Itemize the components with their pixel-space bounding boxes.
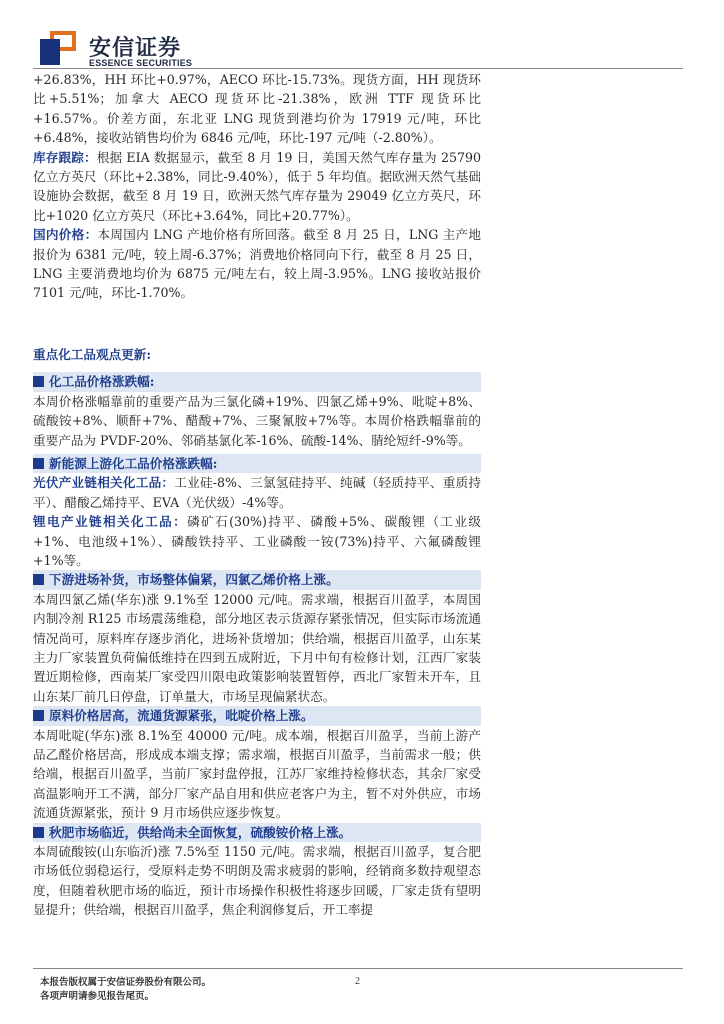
company-logo-icon bbox=[40, 31, 76, 67]
brand-name-en: ESSENCE SECURITIES bbox=[89, 58, 193, 68]
inventory-text: 根据 EIA 数据显示，截至 8 月 19 日，美国天然气库存量为 25790 亿立方英尺（环比+2.38%，同比-9.40%），低于 5 年均值。据欧洲天然气基础设施协会数据，截至 8 月 19 日，欧洲天然气库存量为 29049 亿立方英尺，环比+1020 亿立方英尺（环比+3.64%，同比+20.77%）。 bbox=[33, 149, 482, 223]
keyword-inventory: 库存跟踪： bbox=[33, 149, 97, 165]
keyword-li: 锂电产业链相关化工品： bbox=[33, 514, 188, 530]
square-bullet-icon bbox=[33, 574, 44, 585]
paragraph-inventory bbox=[33, 148, 481, 226]
square-bullet-icon bbox=[33, 827, 44, 838]
square-bullet-icon bbox=[33, 458, 44, 469]
paragraph-li: 锂电产业链相关化工品：磷矿石(30%)持平、磷酸+5%、碳酸锂（工业级+1%、电池级+1%）、磷酸铁持平、工业磷酸一铵(73%)持平、六氟磷酸锂+1%等。 bbox=[33, 514, 481, 568]
section-title: 重点化工品观点更新: bbox=[33, 346, 151, 362]
paragraph-overseas-prices: +26.83%，HH 环比+0.97%，AECO 环比-15.73%。现货方面，HH 现货环比+5.51%；加拿大 AECO 现货环比-21.38%，欧洲 TTF 现货环比+16.57%。价差方面，东北亚 LNG 现货到港均价为 17919 元/吨，环比+6.48%，接收站销售均价为 6846 元/吨，环比-197 元/吨（-2.80%）。 bbox=[33, 72, 481, 146]
paragraph-pyridine: 本周吡啶(华东)涨 8.1%至 40000 元/吨。成本端，根据百川盈孚，当前上游产品乙醛价格居高，形成成本端支撑；需求端，根据百川盈孚，当前需求一般；供给端，根据百川盈孚，当前厂家封盘停报，江苏厂家维持检修状态，其余厂家受高温影响开工不满，部分厂家产品自用和供应老客户为主，暂不对外供应，市场流通货源紧张，预计 9 月市场供应逐步恢复。 bbox=[33, 727, 481, 821]
keyword-pv: 光伏产业链相关化工品： bbox=[33, 475, 175, 491]
brand-name-cn: 安信证券 bbox=[89, 36, 182, 61]
band-tetrachloroethylene: 下游进场补货，市场整体偏紧，四氯乙烯价格上涨。 bbox=[33, 570, 481, 589]
square-bullet-icon bbox=[33, 376, 44, 387]
paragraph-ammonium-sulfate: 本周硫酸铵(山东临沂)涨 7.5%至 1150 元/吨。需求端，根据百川盈孚，复合肥市场低位弱稳运行，受原料走势不明朗及需求疲弱的影响，经销商多数持观望态度，但随着秋肥市场的临近，预计市场操作积极性将逐步回暖，厂家走货有望明显提升；供给端，根据百川盈孚，焦企利润修复后，开工率提 bbox=[33, 844, 481, 918]
footer-disclaimer: 本报告版权属于安信证券股份有限公司。 各项声明请参见报告尾页。 bbox=[40, 977, 212, 1002]
paragraph-pv: 光伏产业链相关化工品：工业硅-8%、三氯氢硅持平、纯碱（轻质持平、重质持平）、醋酸乙烯持平、EVA（光伏级）-4%等。 bbox=[33, 475, 482, 510]
band-price-changes: 化工品价格涨跌幅: bbox=[33, 372, 481, 391]
band-ammonium-sulfate: 秋肥市场临近，供给尚未全面恢复，硫酸铵价格上涨。 bbox=[33, 823, 481, 842]
band-new-energy: 新能源上游化工品价格涨跌幅: bbox=[33, 454, 481, 473]
page-number: 2 bbox=[355, 976, 360, 987]
footer-divider bbox=[33, 968, 683, 969]
header-divider bbox=[33, 68, 683, 69]
paragraph-domestic bbox=[33, 225, 481, 303]
square-bullet-icon bbox=[33, 710, 44, 721]
paragraph-tetrachloroethylene: 本周四氯乙烯(华东)涨 9.1%至 12000 元/吨。需求端，根据百川盈孚，本周国内制冷剂 R125 市场震荡维稳，部分地区表示货源存紧张情况，但实际市场流通情况尚可，原料库存逐步消化，进场补货增加；供给端，根据百川盈孚，山东某主力厂家装置负荷偏低维持在四到五成附近，下月中旬有检修计划，江西厂家装置近期检修，西南某厂家受四川限电政策影响装置暂停，西北厂家暂未开车，且山东某厂前几日停盘，订单量大，市场呈现偏紧状态。 bbox=[33, 591, 481, 704]
paragraph-price-changes: 本周价格涨幅靠前的重要产品为三氯化磷+19%、四氯乙烯+9%、吡啶+8%、硫酸铵+8%、顺酐+7%、醋酸+7%、三聚氰胺+7%等。本周价格跌幅靠前的重要产品为 PVDF-20%、邻硝基氯化苯-16%、硫酸-14%、腈纶短纤-9%等。 bbox=[33, 393, 481, 448]
domestic-text: 本周国内 LNG 产地价格有所回落。截至 8 月 25 日，LNG 主产地报价为 6381 元/吨，较上周-6.37%；消费地价格同向下行，截至 8 月 25 日，LNG 主要消费地均价为 6875 元/吨左右，较上周-3.95%。LNG 接收站报价 7101 元/吨，环比-1.70%。 bbox=[33, 227, 482, 301]
report-body bbox=[33, 70, 481, 920]
band-pyridine: 原料价格居高，流通货源紧张，吡啶价格上涨。 bbox=[33, 706, 481, 725]
keyword-domestic: 国内价格： bbox=[33, 227, 98, 243]
